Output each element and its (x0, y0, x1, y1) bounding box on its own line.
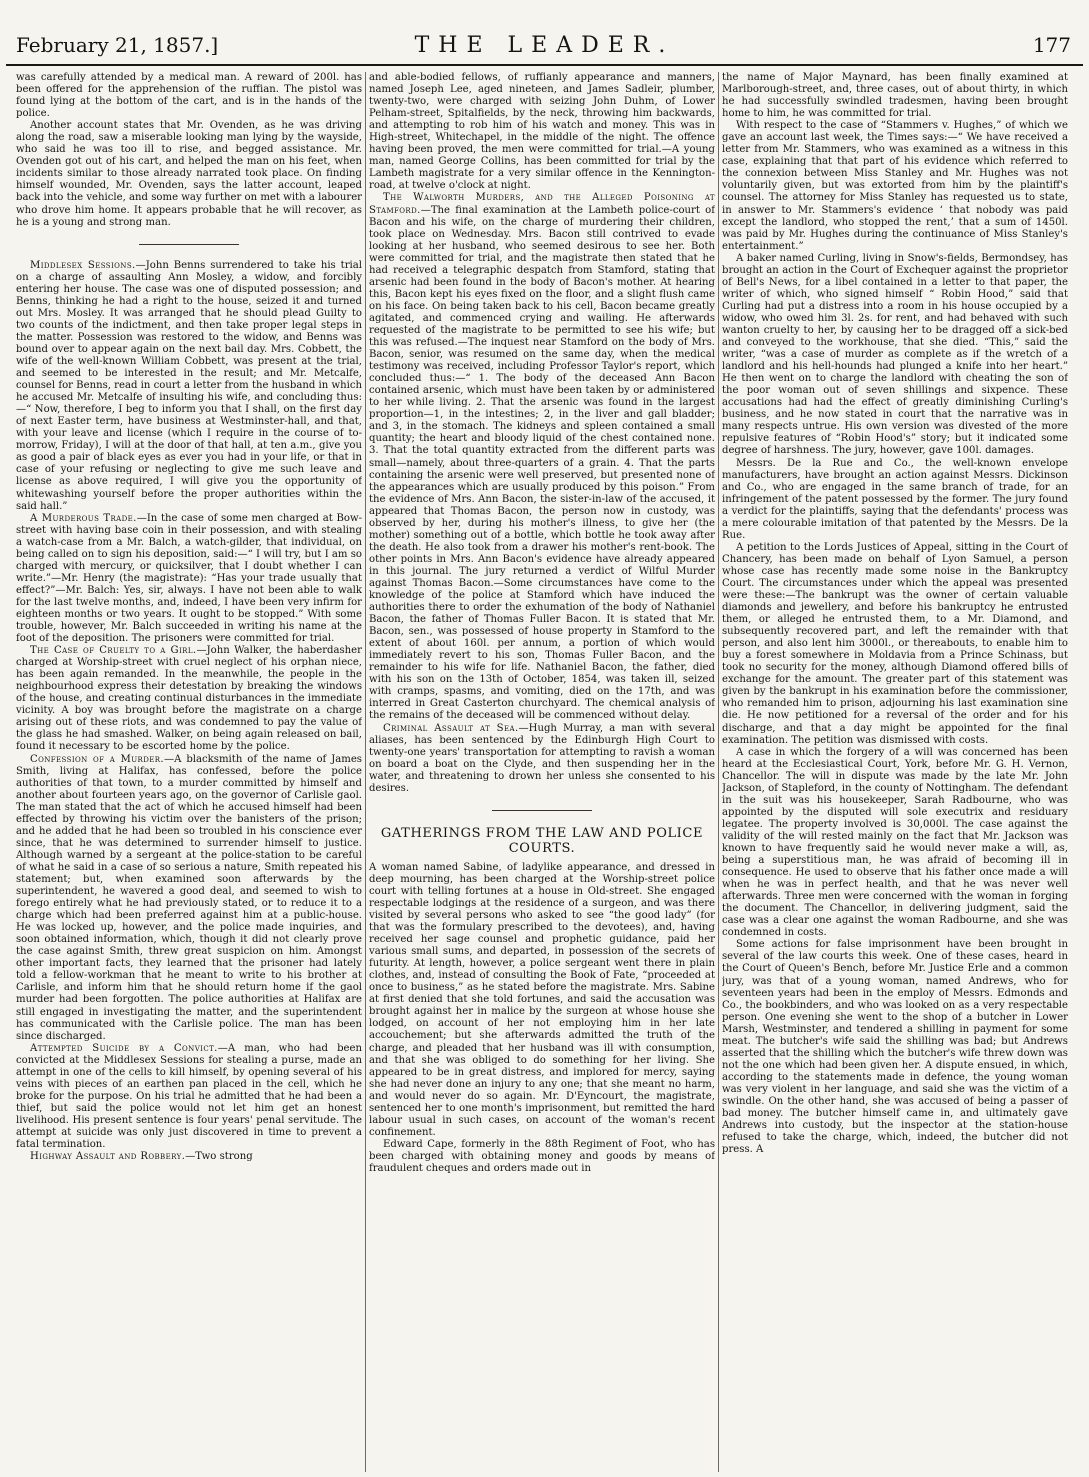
article-heading: The Walworth Murders, and the Alleged Poisoning at Stamford. (369, 192, 715, 216)
article-text: —A man, who had been convicted at the Middlesex Sessions for stealing a purse, made an attempt in one of the cells to kill himself, by opening several of his veins with pieces of an earthen pan placed in the cell, which he broke for the purpose. On his trial he admitted that he had been a thief, but said the police would not let him get an honest livelihood. His present sentence is four years' penal servitude. The attempt at suicide was only just discovered in time to prevent a fatal termination. (16, 1042, 362, 1151)
article-text: With respect to the case of “Stammers v. Hughes,” of which we gave an account last week, the Times says:—“ We have received a letter from Mr. Stammers, who was examined as a witness in this case, explaining that that part of his evidence which referred to the connexion between Miss Stanley and Mr. Hughes was not voluntarily given, but was extorted from him by the plaintiff's counsel. The attorney for Miss Stanley has requested us to state, in answer to Mr. Stammers's evidence ‘ that nobody was paid except the landlord, who stopped the rent,’ that a sum of 1450l. was paid by Mr. Hughes during the continuance of Miss Stanley's entertainment.” (722, 120, 1068, 252)
column-2 (369, 72, 715, 1472)
article-text: was carefully attended by a medical man. A reward of 200l. has been offered for the apprehension of the ruffian. The pistol was found lying at the bottom of the cart, and is in the hands of the police. (16, 72, 362, 120)
article-murderous-trade (16, 513, 362, 646)
section-heading: GATHERINGS FROM THE LAW AND POLICE COURTS. (380, 825, 704, 856)
article-heading: The Case of Cruelty to a Girl. (30, 645, 197, 657)
article-text: and able-bodied fellows, of ruffianly appearance and manners, named Joseph Lee, aged nineteen, and James Sadleir, plumber, twenty-two, were charged with seizing John Duhm, of Lower Pelham-street, Spitalfields, by the neck, throwing him backwards, and attempting to rob him of his watch and money. This was in High-street, Whitechapel, in the middle of the night. The offence having been proved, the men were committed for trial.—A young man, named George Collins, has been committed for trial by the Lambeth magistrate for a very similar offence in the Kennington-road, at twelve o'clock at night. (369, 72, 715, 192)
article-middlesex (16, 260, 362, 513)
article-criminal-assault (369, 723, 715, 795)
article-highway (16, 1151, 362, 1163)
article-text: A baker named Curling, living in Snow's-fields, Bermondsey, has brought an action in the Court of Exchequer against the proprietor of Bell's News, for a libel contained in a letter to that paper, the writer of which, who signed himself “ Robin Hood,” said that Curling had put a distress into a room in his house occupied by a widow, who owed him 3l. 2s. for rent, and had behaved with such wanton cruelty to her, by causing her to be dragged off a sick-bed and conveyed to the workhouse, that she died. “This,” said the writer, “was a case of murder as complete as if the wretch of a landlord and his hell-hounds had plunged a knife into her heart.” He then went on to charge the landlord with cheating the son of the poor woman out of seven shillings and sixpence. These accusations had had the effect of greatly diminishing Curling's business, and he now stated in court that the narrative was in many respects untrue. His own version was divested of the more repulsive features of “Robin Hood's” story; but it indicated some degree of harshness. The jury, however, gave 100l. damages. (722, 252, 1068, 457)
article-text: Messrs. De la Rue and Co., the well-known envelope manufacturers, have brought an action against Messrs. Dickinson and Co., who are engaged in the same branch of trade, for an infringement of the patent possessed by the former. The jury found a verdict for the plaintiffs, saying that the defendants' process was a mere colourable imitation of that patented by the Messrs. De la Rue. (722, 457, 1068, 541)
article-text: —In the case of some men charged at Bow-street with having base coin in their possession, and with stealing a watch-case from a Mr. Balch, a watch-gilder, that individual, on being called on to sign his deposition, said:—“ I will try, but I am so charged with mercury, or quicksilver, that I doubt whether I can write.”—Mr. Henry (the magistrate): “Has your trade usually that effect?”—Mr. Balch: Yes, sir, always. I have not been able to walk for the last twelve months, and, indeed, I have been very infirm for eighteen months or two years. It ought to be stopped.” With some trouble, however, Mr. Balch succeeded in writing his name at the foot of the deposition. The prisoners were committed for trial. (16, 512, 362, 645)
article-text: —A blacksmith of the name of James Smith, living at Halifax, has confessed, before the police authorities of that town, to a murder committed by himself and another about fourteen years ago, on the governor of Carlisle gaol. The man stated that the act of which he accused himself had been effected by throwing his victim over the banisters of the prison; and he added that he had been so troubled in his conscience ever since, that he was determined to surrender himself to justice. Although warned by a sergeant at the police-station to be careful of what he said in a case of so serious a nature, Smith repeated his statement; but, when examined soon afterwards by the superintendent, he wavered a good deal, and seemed to wish to forego entirely what he had previously stated, or to reduce it to a charge which had been preferred against him at a public-house. He was locked up, however, and the police made inquiries, and soon obtained information, which, though it did not clearly prove the case against Smith, threw great suspicion on him. Amongst other important facts, they learned that the prisoner had lately told a fellow-workman that he meant to write to his brother at Carlisle, and inform him that he should return home if the gaol murder had been forgotten. The police authorities at Halifax are still engaged in investigating the matter, and the superintendent has communicated with the Carlisle police. The man has been since discharged. (16, 753, 362, 1042)
article-heading: Attempted Suicide by a Convict. (30, 1042, 218, 1054)
article-heading: Confession of a Murder. (30, 753, 164, 765)
article-text: A case in which the forgery of a will was concerned has been heard at the Ecclesiastical Court, York, before Mr. G. H. Vernon, Chancellor. The will in dispute was made by the late Mr. John Jackson, of Stapleford, in the county of Nottingham. The defendant in the suit was his housekeeper, Sarah Radbourne, who was appointed by the disputed will sole executrix and residuary legatee. The property involved is 30,000l. The case against the validity of the will rested mainly on the fact that Mr. Jackson was known to have frequently said he would never make a will, as, being a superstitious man, he was afraid of becoming ill in consequence. He used to observe that his father once made a will when he was in perfect health, and that he was never well afterwards. Three men were concerned with the woman in forging the document. The Chancellor, in delivering judgment, said the case was a clear one against the woman Radbourne, and she was condemned in costs. (722, 746, 1068, 939)
article-heading: Highway Assault and Robbery. (30, 1151, 186, 1163)
article-text: A woman named Sabine, of ladylike appearance, and dressed in deep mourning, has been charged at the Worship-street police court with telling fortunes at a house in Old-street. She engaged respectable lodgings at the residence of a surgeon, and was there visited by several persons who asked to see “the good lady” (for that was the formulary prescribed to the devotees), and, having received her sage counsel and prophetic guidance, paid her various small sums, and departed, in possession of the secrets of futurity. At length, however, a police sergeant went there in plain clothes, and, instead of consulting the Book of Fate, “proceeded at once to business,” as he stated before the magistrate. Mrs. Sabine at first denied that she told fortunes, and said the accusation was brought against her in malice by the surgeon at whose house she lodged, on account of her not employing him in her late accouchement; but she afterwards admitted the truth of the charge, and pleaded that her husband was ill with consumption, and that she was obliged to do something for her living. She appeared to be in great distress, and implored for mercy, saying she had never done an injury to any one; that she meant no harm, and would never do so again. Mr. D'Eyncourt, the magistrate, sentenced her to one month's imprisonment, but remitted the hard labour usual in such cases, on account of the woman's recent confinement. (369, 861, 715, 1138)
article-text: —The final examination at the Lambeth police-court of Bacon and his wife, on the charge of murdering their children, took place on Wednesday. Mrs. Bacon still contrived to evade looking at her husband, who seemed desirous to see her. Both were committed for trial, and the magistrate then stated that he had received a telegraphic despatch from Stamford, stating that arsenic had been found in the body of Bacon's mother. At hearing this, Bacon kept his eyes fixed on the floor, and a slight flush came on his face. On being taken back to his cell, Bacon became greatly agitated, and commenced crying and wailing. He afterwards requested of the magistrate to be permitted to see his wife; but this was refused.—The inquest near Stamford on the body of Mrs. Bacon, senior, was resumed on the same day, when the medical testimony was received, including Professor Taylor's report, which concluded thus:—“ 1. The body of the deceased Ann Bacon contained arsenic, which must have been taken by or administered to her while living. 2. That the arsenic was found in the largest proportion—1, in the intestines; 2, in the liver and gall bladder; and 3, in the stomach. The kidneys and spleen contained a small quantity; the heart and bloody liquid of the chest contained none. 3. That the total quantity extracted from the different parts was small—namely, about three-quarters of a grain. 4. That the parts containing the arsenic were well preserved, but presented none of the appearances which are usually produced by this poison.” From the evidence of Mrs. Ann Bacon, the sister-in-law of the accused, it appeared that Thomas Bacon, the person now in custody, was observed by her, during his mother's illness, to give her (the mother) something out of a bottle, which bottle he took away after the death. He also took from a drawer his mother's rent-book. The other points in Mrs. Ann Bacon's evidence have already appeared in this journal. The jury returned a verdict of Wilful Murder against Thomas Bacon.—Some circumstances have come to the knowledge of the police at Stamford which have induced the authorities there to order the exhumation of the body of Nathaniel Bacon, the father of Thomas Fuller Bacon. It is stated that Mr. Bacon, sen., was possessed of house property in Stamford to the extent of about 160l. per annum, a portion of which would immediately revert to his son, Thomas Fuller Bacon, and the remainder to his wife for life. Nathaniel Bacon, the father, died with his son on the 13th of October, 1854, was taken ill, seized with cramps, spasms, and vomiting, died on the 17th, and was interred in Great Casterton churchyard. The chemical analysis of the remains of the deceased will be commenced without delay. (369, 204, 715, 722)
article-heading: Criminal Assault at Sea. (383, 722, 519, 734)
article-heading: Middlesex Sessions. (30, 259, 136, 271)
article-separator (139, 244, 239, 245)
column-divider (718, 72, 719, 1472)
article-text: —Two strong (185, 1151, 253, 1163)
article-text: —John Benns surrendered to take his trial on a charge of assaulting Ann Mosley, a widow, and forcibly entering her house. The case was one of disputed possession; and Benns, thinking he had a right to the house, seized it and turned out Mrs. Mosley. It was arranged that he should plead Guilty to two counts of the indictment, and then take proper legal steps in the matter. Possession was restored to the widow, and Benns was bound over to appear again on the next bail day. Mrs. Cobbett, the wife of the well-known William Cobbett, was present at the trial, and seemed to be interested in the result; and Mr. Metcalfe, counsel for Benns, read in court a letter from the husband in which he accused Mr. Metcalfe of insulting his wife, and concluding thus:—“ Now, therefore, I beg to inform you that I shall, on the first day of next Easter term, have business at Westminster-hall, and that, with your leave and license (which I require in the course of to-morrow, Friday), I will at the door of that hall, at ten a.m., give you as good a pair of black eyes as ever you had in your life, or that in case of your refusing or neglecting to give me such leave and license as above required, I will give you the opportunity of whitewashing yourself before the proper authorities within the said hall.” (16, 259, 362, 512)
article-text: A petition to the Lords Justices of Appeal, sitting in the Court of Chancery, has been made on behalf of Lyon Samuel, a person whose case has recently made some noise in the Bankruptcy Court. The circumstances under which the appeal was presented were these:—The bankrupt was the owner of certain valuable diamonds and jewellery, and before his bankruptcy he entrusted them, or alleged he entrusted them, to a Mr. Diamond, and subsequently recovered part, and left the remainder with that person, and also lent him 3000l., or thereabouts, to enable him to buy a forest somewhere in Moldavia from a Prince Schinass, but took no security for the money, although Diamond offered bills of exchange for the amount. The greater part of this statement was given by the bankrupt in his examination before the commissioner, who remanded him to prison, adjourning his last examination sine die. He now petitioned for a reversal of the order and for his discharge, and that a day might be appointed for the final examination. The petition was dismissed with costs. (722, 541, 1068, 746)
article-text: the name of Major Maynard, has been finally examined at Marlborough-street, and, three cases, out of about thirty, in which he had successfully swindled tradesmen, having been brought home to him, he was committed for trial. (722, 72, 1068, 120)
article-walworth (369, 192, 715, 722)
article-text: —Hugh Murray, a man with several aliases, has been sentenced by the Edinburgh High Court to twenty-one years' transportation for attempting to ravish a woman on board a boat on the Clyde, and then suspending her in the water, and threatening to drown her unless she consented to his desires. (369, 722, 715, 794)
issue-date: February 21, 1857.] (16, 33, 219, 57)
masthead (6, 30, 1083, 66)
article-text: —John Walker, the haberdasher charged at Worship-street with cruel neglect of his orphan niece, has been again remanded. In the meanwhile, the people in the neighbourhood express their detestation by breaking the windows of the house, and creating continual disturbances in the immediate vicinity. A boy was brought before the magistrate on a charge arising out of these riots, and was condemned to pay the value of the glass he had smashed. Walker, on being again released on bail, found it necessary to be escorted home by the police. (16, 645, 362, 753)
article-heading: A Murderous Trade. (30, 512, 137, 524)
article-text: Edward Cape, formerly in the 88th Regiment of Foot, who has been charged with obtaining money and goods by means of fraudulent cheques and orders made out in (369, 1138, 715, 1174)
article-text: Some actions for false imprisonment have been brought in several of the law courts this week. One of these cases, heard in the Court of Queen's Bench, before Mr. Justice Erle and a common jury, was that of a young woman, named Andrews, who for seventeen years had been in the employ of Messrs. Edmonds and Co., the bookbinders, and who was looked on as a very respectable person. One evening she went to the shop of a butcher in Lower Marsh, Westminster, and tendered a shilling in payment for some meat. The butcher's wife said the shilling was bad; but Andrews asserted that the shilling which the butcher's wife threw down was not the one which had been given her. A dispute ensued, in which, according to the statements made in defence, the young woman was very violent in her language, and said she was the victim of a swindle. On the other hand, she was accused of being a passer of bad money. The butcher himself came in, and ultimately gave Andrews into custody, but the inspector at the station-house refused to take the charge, which, indeed, the butcher did not press. A (722, 939, 1068, 1156)
article-text: Another account states that Mr. Ovenden, as he was driving along the road, saw a miserable looking man lying by the wayside, who said he was too ill to rise, and begged assistance. Mr. Ovenden got out of his cart, and helped the man on his feet, when incidents similar to those already narrated took place. On finding himself wounded, Mr. Ovenden, says the latter account, leaped back into the vehicle, and some way further on met with a labourer who drove him home. It appears probable that he will recover, as he is a young and strong man. (16, 120, 362, 228)
column-1 (16, 72, 362, 1472)
article-suicide (16, 1043, 362, 1151)
article-cruelty (16, 645, 362, 753)
column-divider (365, 72, 366, 1472)
article-separator (492, 810, 592, 811)
newspaper-title: THE LEADER. (414, 33, 675, 58)
article-confession (16, 754, 362, 1043)
column-3 (722, 72, 1068, 1472)
page-number: 177 (1032, 33, 1071, 57)
